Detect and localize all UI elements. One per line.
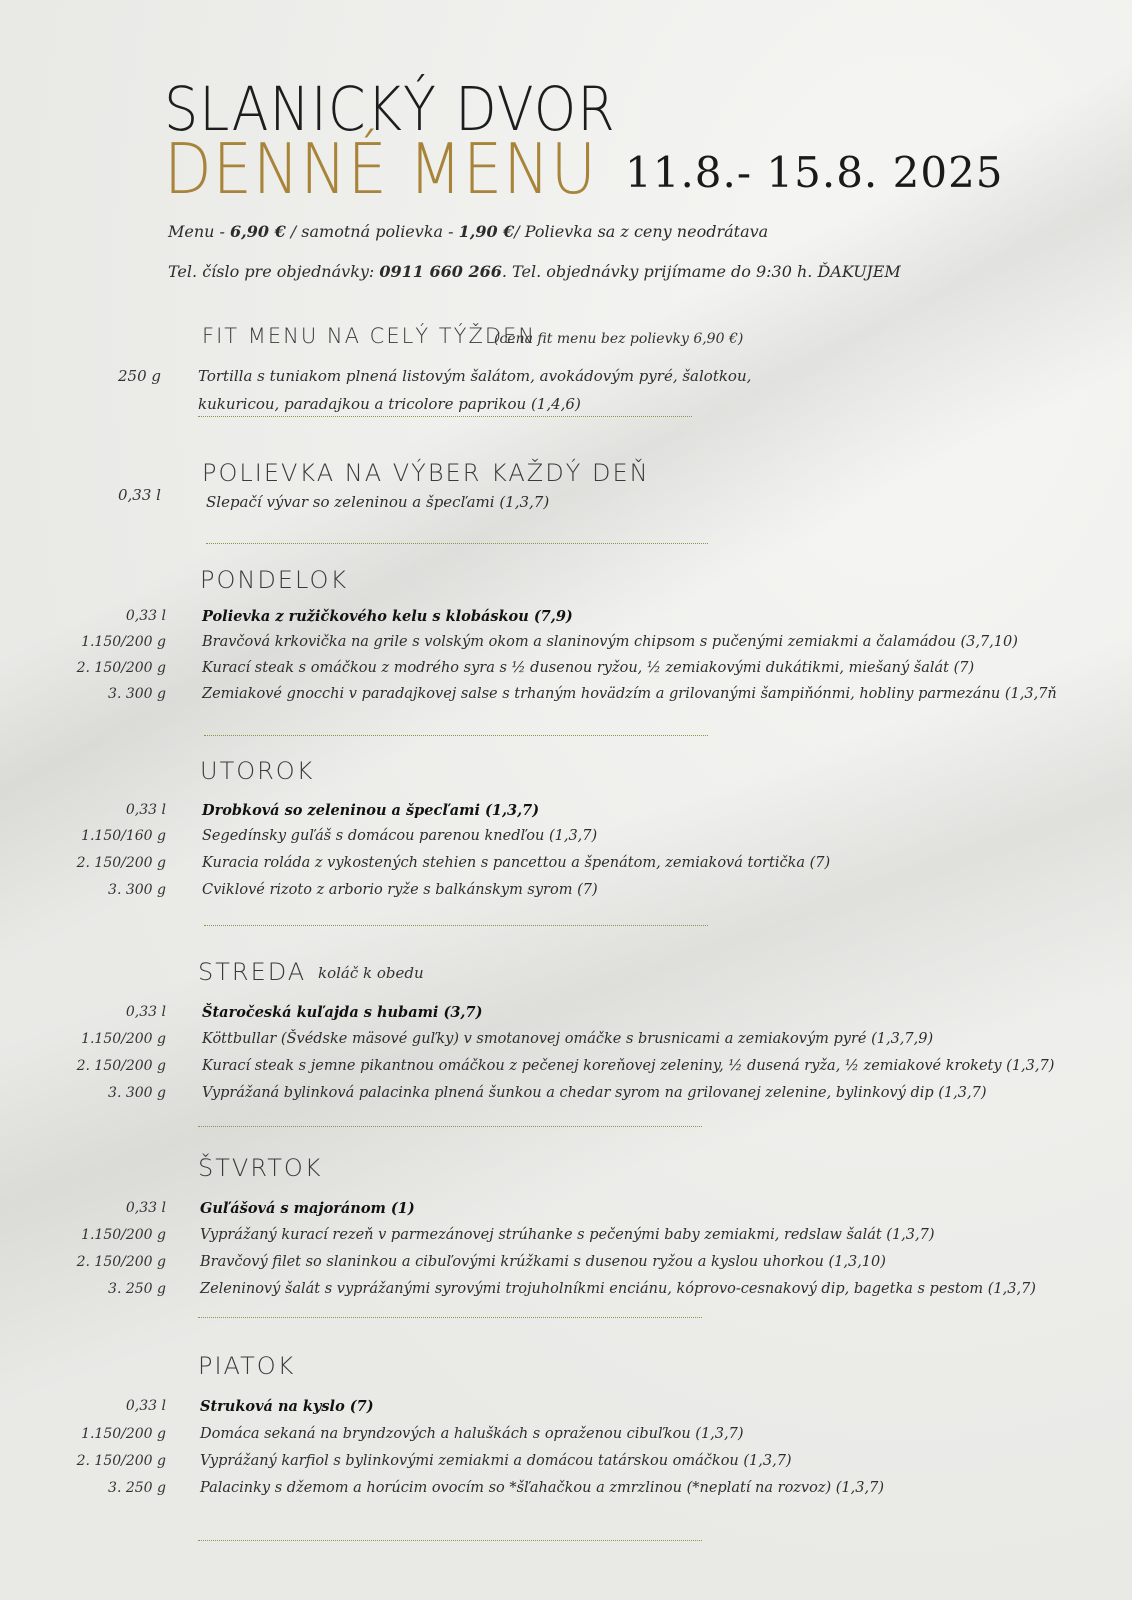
fit-menu-amount: 250 g — [118, 367, 162, 385]
menu-item — [0, 686, 1132, 708]
item-soup: Drobková so zeleninou a špecľami (1,3,7) — [202, 802, 540, 819]
item-amount: 3. 250 g — [108, 1281, 166, 1297]
item-dish: Cviklové rizoto z arborio ryže s balkánskym syrom (7) — [202, 882, 598, 898]
menu-item — [0, 1004, 1132, 1026]
day-title: ŠTVRTOK — [198, 1154, 323, 1182]
item-amount: 2. 150/200 g — [76, 660, 166, 676]
item-amount: 2. 150/200 g — [76, 1453, 166, 1469]
menu-item — [0, 1281, 1132, 1303]
menu-item — [0, 1398, 1132, 1420]
menu-item — [0, 1254, 1132, 1276]
menu-item — [0, 608, 1132, 630]
item-soup: Polievka z ružičkového kelu s klobáskou (7,9) — [202, 608, 573, 625]
menu-item — [0, 1200, 1132, 1222]
menu-item — [0, 1453, 1132, 1475]
item-amount: 3. 250 g — [108, 1480, 166, 1496]
day-title: PONDELOK — [200, 566, 349, 594]
fit-menu-line-2: kukuricou, paradajkou a tricolore paprikou (1,4,6) — [198, 395, 581, 413]
item-amount: 2. 150/200 g — [76, 855, 166, 871]
item-amount: 1.150/200 g — [81, 1426, 166, 1442]
item-dish: Palacinky s džemom a horúcim ovocím so *šľahačkou a zmrzlinou (*neplatí na rozvoz) (1,3,7) — [200, 1480, 884, 1496]
soup-choice-text: Slepačí vývar so zeleninou a špecľami (1,3,7) — [206, 493, 550, 511]
fit-menu-title: FIT MENU NA CELÝ TÝŽDEN — [202, 324, 536, 348]
menu-item — [0, 1031, 1132, 1053]
item-amount: 2. 150/200 g — [76, 1254, 166, 1270]
date-range: 11.8.- 15.8. 2025 — [625, 148, 1004, 197]
soup-price: 1,90 € — [458, 222, 515, 241]
phone-number: 0911 660 266 — [379, 262, 502, 281]
divider — [198, 1126, 702, 1127]
item-dish: Vyprážaná bylinková palacinka plnená šunkou a chedar syrom na grilovanej zelenine, bylinkový dip (1,3,7) — [202, 1085, 987, 1101]
divider — [198, 416, 692, 417]
item-amount: 0,33 l — [125, 1398, 166, 1414]
item-dish: Segedínsky guľáš s domácou parenou knedľou (1,3,7) — [202, 828, 598, 844]
item-amount: 0,33 l — [125, 1004, 166, 1020]
menu-title: DENNÉ MENU — [164, 128, 597, 210]
menu-item — [0, 1426, 1132, 1448]
item-soup: Struková na kyslo (7) — [200, 1398, 374, 1415]
divider — [204, 735, 708, 736]
item-dish: Vyprážaný karfiol s bylinkovými zemiakmi a domácou tatárskou omáčkou (1,3,7) — [200, 1453, 792, 1469]
soup-choice-title: POLIEVKA NA VÝBER KAŽDÝ DEŇ — [202, 459, 650, 487]
item-dish: Kurací steak s jemne pikantnou omáčkou z pečenej koreňovej zeleniny, ½ dusená ryža, ½ zemiakové krokety (1,3,7) — [202, 1058, 1055, 1074]
fit-menu-note: (cena fit menu bez polievky 6,90 €) — [494, 331, 744, 347]
item-amount: 0,33 l — [125, 802, 166, 818]
restaurant-name: SLANICKÝ DVOR — [164, 74, 616, 145]
menu-item — [0, 1480, 1132, 1502]
soup-choice-amount: 0,33 l — [118, 486, 161, 504]
menu-item — [0, 828, 1132, 850]
price-info: Menu - 6,90 € / samotná polievka - 1,90 €/ Polievka sa z ceny neodrátava — [168, 222, 769, 241]
menu-item — [0, 855, 1132, 877]
menu-price: 6,90 € — [230, 222, 286, 241]
item-amount: 0,33 l — [125, 608, 166, 624]
menu-item — [0, 660, 1132, 682]
order-info: Tel. číslo pre objednávky: 0911 660 266. Tel. objednávky prijímame do 9:30 h. ĎAKUJEM — [168, 262, 901, 281]
item-amount: 1.150/200 g — [81, 634, 166, 650]
item-dish: Kuracia roláda z vykostených stehien s pancettou a špenátom, zemiaková tortička (7) — [202, 855, 831, 871]
day-note: koláč k obedu — [318, 964, 424, 982]
item-amount: 0,33 l — [125, 1200, 166, 1216]
item-amount: 3. 300 g — [108, 882, 166, 898]
fit-menu-line-1: Tortilla s tuniakom plnená listovým šalátom, avokádovým pyré, šalotkou, — [198, 367, 752, 385]
day-title: PIATOK — [198, 1352, 296, 1380]
item-dish: Zeleninový šalát s vyprážanými syrovými trojuholníkmi enciánu, kóprovo-cesnakový dip, bagetka s pestom (1,3,7) — [200, 1281, 1036, 1297]
item-dish: Domáca sekaná na bryndzových a haluškách s opraženou cibuľkou (1,3,7) — [200, 1426, 744, 1442]
item-amount: 1.150/200 g — [81, 1227, 166, 1243]
divider — [198, 1317, 702, 1318]
menu-item — [0, 1085, 1132, 1107]
item-dish: Köttbullar (Švédske mäsové guľky) v smotanovej omáčke s brusnicami a zemiakovým pyré (1,3,7,9) — [202, 1031, 934, 1047]
divider — [204, 925, 708, 926]
item-soup: Štaročeská kuľajda s hubami (3,7) — [202, 1004, 483, 1021]
menu-item — [0, 882, 1132, 904]
menu-item — [0, 802, 1132, 824]
item-soup: Guľášová s majoránom (1) — [200, 1200, 415, 1217]
menu-item — [0, 1058, 1132, 1080]
day-title: UTOROK — [200, 757, 315, 785]
item-dish: Bravčová krkovička na grile s volským okom a slaninovým chipsom s pučenými zemiakmi a čalamádou (3,7,10) — [202, 634, 1018, 650]
item-amount: 3. 300 g — [108, 686, 166, 702]
menu-item — [0, 1227, 1132, 1249]
item-dish: Vyprážaný kurací rezeň v parmezánovej strúhanke s pečenými baby zemiakmi, redslaw šalát (1,3,7) — [200, 1227, 935, 1243]
item-amount: 1.150/160 g — [81, 828, 166, 844]
divider — [198, 1540, 702, 1541]
item-dish: Bravčový filet so slaninkou a cibuľovými krúžkami s dusenou ryžou a kyslou uhorkou (1,3,10) — [200, 1254, 886, 1270]
item-dish: Zemiakové gnocchi v paradajkovej salse s trhaným hovädzím a grilovanými šampiňónmi, hobliny parmezánu (1,3,7ň — [202, 686, 1057, 702]
menu-item — [0, 634, 1132, 656]
item-amount: 2. 150/200 g — [76, 1058, 166, 1074]
day-title: STREDA — [198, 958, 307, 986]
item-amount: 3. 300 g — [108, 1085, 166, 1101]
item-dish: Kurací steak s omáčkou z modrého syra s ½ dusenou ryžou, ½ zemiakovými dukátikmi, miešaný šalát (7) — [202, 660, 975, 676]
item-amount: 1.150/200 g — [81, 1031, 166, 1047]
divider — [206, 543, 708, 544]
